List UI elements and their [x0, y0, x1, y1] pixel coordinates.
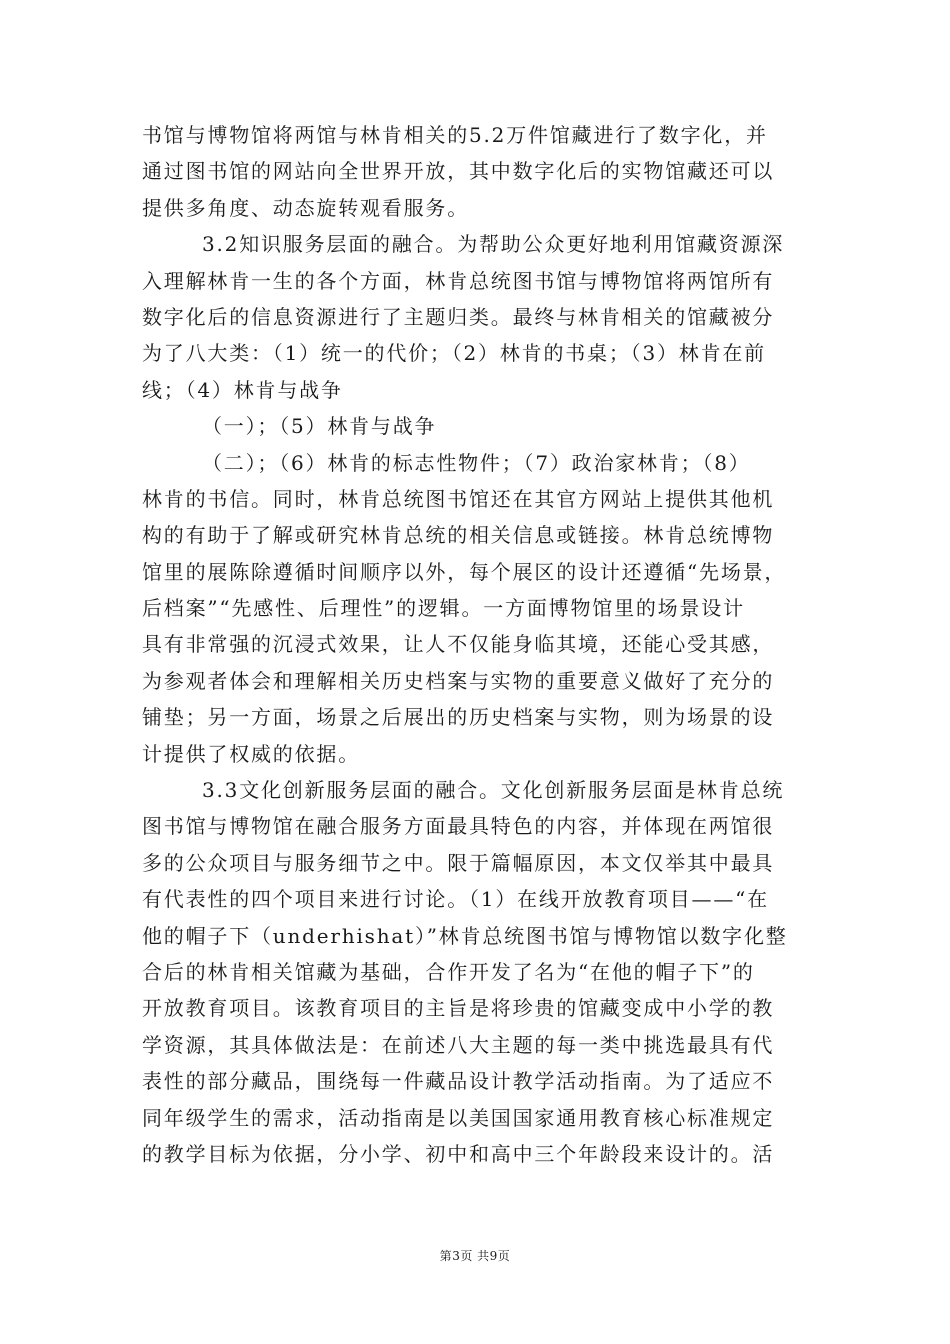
text-line: 后档案”“先感性、后理性”的逻辑。一方面博物馆里的场景设计	[142, 596, 745, 621]
text-line: 线；（4）林肯与战争	[142, 377, 343, 402]
text-line: 铺垫；另一方面，场景之后展出的历史档案与实物，则为场景的设	[142, 705, 775, 730]
footer-total-pages: 9	[489, 1249, 498, 1263]
text-line: 图书馆与博物馆在融合服务方面最具特色的内容，并体现在两馆很	[142, 814, 775, 839]
text-line: （二）；（6）林肯的标志性物件；（7）政治家林肯；（8）	[202, 450, 751, 475]
text-line: 提供多角度、动态旋转观看服务。	[142, 195, 469, 220]
text-line: 具有非常强的沉浸式效果，让人不仅能身临其境，还能心受其感，	[142, 632, 775, 657]
footer-middle: 页 共	[460, 1249, 490, 1263]
text-line: 为了八大类：（1）统一的代价；（2）林肯的书桌；（3）林肯在前	[142, 341, 766, 366]
text-line: 表性的部分藏品，围绕每一件藏品设计教学活动指南。为了适应不	[142, 1069, 775, 1094]
text-line: 的教学目标为依据，分小学、初中和高中三个年龄段来设计的。活	[142, 1141, 775, 1166]
section-3-3-start: 3.3文化创新服务层面的融合。文化创新服务层面是林肯总统	[202, 778, 785, 803]
text-line: 书馆与博物馆将两馆与林肯相关的5.2万件馆藏进行了数字化，并	[142, 123, 768, 147]
footer-prefix: 第	[439, 1249, 453, 1263]
text-line: 有代表性的四个项目来进行讨论。（1）在线开放教育项目——“在	[142, 887, 769, 912]
body-text	[142, 117, 822, 1172]
text-line: 通过图书馆的网站向全世界开放，其中数字化后的实物馆藏还可以	[142, 159, 775, 184]
text-line: 计提供了权威的依据。	[142, 741, 360, 766]
text-line: 学资源，其具体做法是：在前述八大主题的每一类中挑选最具有代	[142, 1032, 775, 1057]
text-line: 多的公众项目与服务细节之中。限于篇幅原因，本文仅举其中最具	[142, 850, 775, 875]
text-line: 同年级学生的需求，活动指南是以美国国家通用教育核心标准规定	[142, 1105, 775, 1130]
footer-suffix: 页	[497, 1249, 511, 1263]
footer-page-number: 3	[452, 1249, 461, 1263]
text-line: 馆里的展陈除遵循时间顺序以外，每个展区的设计还遵循“先场景，	[142, 559, 787, 584]
text-line: 为参观者体会和理解相关历史档案与实物的重要意义做好了充分的	[142, 668, 775, 693]
text-line: 开放教育项目。该教育项目的主旨是将珍贵的馆藏变成中小学的教	[142, 996, 775, 1021]
text-line: 合后的林肯相关馆藏为基础，合作开发了名为“在他的帽子下”的	[142, 959, 755, 984]
text-line: （一）；（5）林肯与战争	[202, 414, 437, 439]
section-3-2-start: 3.2知识服务层面的融合。为帮助公众更好地利用馆藏资源深	[202, 232, 785, 257]
text-line: 林肯的书信。同时，林肯总统图书馆还在其官方网站上提供其他机	[142, 486, 775, 511]
text-line: 入理解林肯一生的各个方面，林肯总统图书馆与博物馆将两馆所有	[142, 268, 775, 293]
page-footer	[0, 1247, 950, 1264]
text-line: 构的有助于了解或研究林肯总统的相关信息或链接。林肯总统博物	[142, 523, 775, 548]
text-line: 他的帽子下（underhishat）”林肯总统图书馆与博物馆以数字化整	[142, 923, 788, 948]
text-line: 数字化后的信息资源进行了主题归类。最终与林肯相关的馆藏被分	[142, 304, 775, 329]
